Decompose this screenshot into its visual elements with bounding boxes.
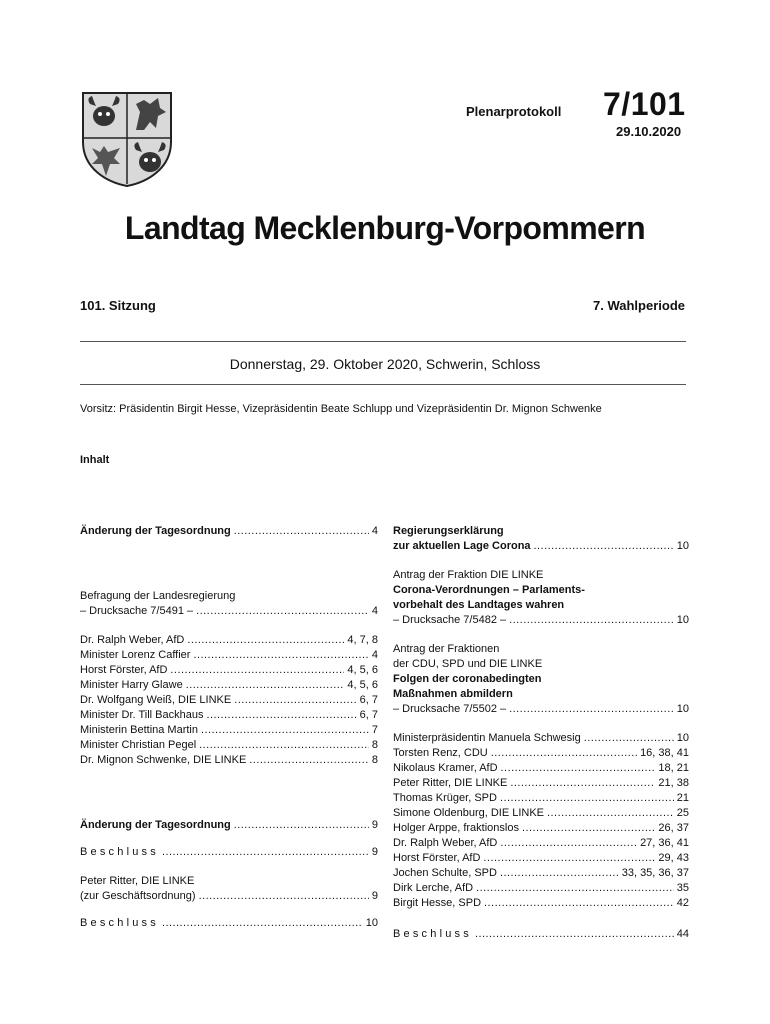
list-item: Peter Ritter, DIE LINKE . . . 21, 38 <box>393 776 689 791</box>
toc-entry-printed-matter: – Drucksache 7/5491 – <box>80 605 194 617</box>
toc-entry-title: Änderung der Tagesordnung <box>80 525 231 537</box>
leader-dots <box>196 604 369 619</box>
session-dateline: Donnerstag, 29. Oktober 2020, Schwerin, Schloss <box>229 356 541 372</box>
toc-page: 10 <box>676 614 689 626</box>
toc-entry-subtitle: zur aktuellen Lage Corona <box>393 540 531 552</box>
list-item: Birgit Hesse, SPD . . . 42 <box>393 896 689 911</box>
toc-entry-title: Beschluss <box>393 928 472 940</box>
toc-entry-motion-linke <box>393 568 689 628</box>
toc-entry-title: Beschluss <box>80 846 159 858</box>
leader-dots <box>234 818 369 833</box>
toc-entry-government-statement <box>393 524 689 554</box>
toc-entry-resolution-2 <box>80 916 378 931</box>
leader-dots <box>475 927 674 942</box>
toc-entry-submitter-cont: der CDU, SPD und DIE LINKE <box>393 658 543 670</box>
divider-bottom <box>80 384 686 385</box>
toc-entry-motion-coalition <box>393 642 689 717</box>
toc-entry-title: Folgen der coronabedingten <box>393 673 542 685</box>
toc-entry-printed-matter: – Drucksache 7/5502 – <box>393 703 507 715</box>
toc-page: 9 <box>371 846 378 858</box>
list-item: Nikolaus Kramer, AfD . . . 18, 21 <box>393 761 689 776</box>
list-item: Minister Harry Glawe . . . 4, 5, 6 <box>80 678 378 693</box>
leader-dots <box>509 702 674 717</box>
toc-entry-agenda-change-2 <box>80 818 378 833</box>
page-title: Landtag Mecklenburg-Vorpommern <box>124 210 646 246</box>
toc-page: 4 <box>371 605 378 617</box>
coat-of-arms-icon <box>80 90 174 188</box>
chair-line: Vorsitz: Präsidentin Birgit Hesse, Vizepräsidentin Beate Schlupp und Vizepräsidentin Dr. Mignon Schwenke <box>80 403 602 415</box>
toc-entry-title: Regierungserklärung <box>393 525 504 537</box>
protocol-label: Plenarprotokoll <box>466 104 562 119</box>
toc-page: 4 <box>371 525 378 537</box>
list-item: Minister Dr. Till Backhaus . . . 6, 7 <box>80 708 378 723</box>
list-item: Dirk Lerche, AfD . . . 35 <box>393 881 689 896</box>
toc-entry-printed-matter: – Drucksache 7/5482 – <box>393 614 507 626</box>
toc-entry-agenda-change <box>80 524 378 539</box>
toc-entry-resolution <box>80 845 378 860</box>
toc-entry-title-cont: Maßnahmen abmildern <box>393 688 513 700</box>
toc-entry-title: Beschluss <box>80 917 159 929</box>
toc-entry-speaker: Peter Ritter, DIE LINKE <box>80 875 195 887</box>
toc-entry-title: Befragung der Landesregierung <box>80 590 236 602</box>
leader-dots <box>534 539 674 554</box>
list-item: Horst Förster, AfD . . . 29, 43 <box>393 851 689 866</box>
speaker-list-left <box>80 633 378 768</box>
toc-page: 10 <box>365 917 378 929</box>
leader-dots <box>199 889 369 904</box>
list-item: Minister Christian Pegel . . . 8 <box>80 738 378 753</box>
protocol-number: 7/101 <box>603 86 686 122</box>
leader-dots <box>509 613 674 628</box>
list-item: Torsten Renz, CDU . . . 16, 38, 41 <box>393 746 689 761</box>
toc-entry-title-cont: vorbehalt des Landtages wahren <box>393 599 565 611</box>
toc-entry-resolution-right <box>393 927 689 942</box>
legislative-period: 7. Wahlperiode <box>593 298 685 313</box>
toc-entry-submitter: Antrag der Fraktionen <box>393 643 500 655</box>
list-item: Dr. Ralph Weber, AfD . . . 27, 36, 41 <box>393 836 689 851</box>
toc-entry-rules-motion <box>80 874 378 904</box>
toc-page: 9 <box>371 819 378 831</box>
toc-entry-title: Corona-Verordnungen – Parlaments- <box>393 584 585 596</box>
list-item: Minister Lorenz Caffier . . . 4 <box>80 648 378 663</box>
contents-heading: Inhalt <box>80 454 110 466</box>
toc-page: 44 <box>676 928 689 940</box>
toc-left-column <box>80 524 378 931</box>
toc-entry-questions <box>80 589 378 619</box>
toc-page: 10 <box>676 540 689 552</box>
list-item: Ministerin Bettina Martin . . . 7 <box>80 723 378 738</box>
list-item: Ministerpräsidentin Manuela Schwesig . . . 10 <box>393 731 689 746</box>
leader-dots <box>162 916 363 931</box>
speaker-list-right <box>393 731 689 911</box>
list-item: Dr. Ralph Weber, AfD . . . 4, 7, 8 <box>80 633 378 648</box>
toc-entry-title: Änderung der Tagesordnung <box>80 819 231 831</box>
session-number: 101. Sitzung <box>80 298 156 313</box>
list-item: Horst Förster, AfD . . . 4, 5, 6 <box>80 663 378 678</box>
protocol-date: 29.10.2020 <box>616 124 682 139</box>
divider-top <box>80 341 686 342</box>
list-item: Dr. Wolfgang Weiß, DIE LINKE . . . 6, 7 <box>80 693 378 708</box>
list-item: Simone Oldenburg, DIE LINKE . . . 25 <box>393 806 689 821</box>
toc-page: 10 <box>676 703 689 715</box>
list-item: Holger Arppe, fraktionslos . . . 26, 37 <box>393 821 689 836</box>
list-item: Jochen Schulte, SPD . . . 33, 35, 36, 37 <box>393 866 689 881</box>
toc-right-column <box>393 524 689 942</box>
list-item: Thomas Krüger, SPD . . . 21 <box>393 791 689 806</box>
toc-page: 9 <box>371 890 378 902</box>
list-item: Dr. Mignon Schwenke, DIE LINKE . . . 8 <box>80 753 378 768</box>
toc-entry-note: (zur Geschäftsordnung) <box>80 890 196 902</box>
toc-entry-submitter: Antrag der Fraktion DIE LINKE <box>393 569 544 581</box>
leader-dots <box>162 845 369 860</box>
leader-dots <box>234 524 369 539</box>
